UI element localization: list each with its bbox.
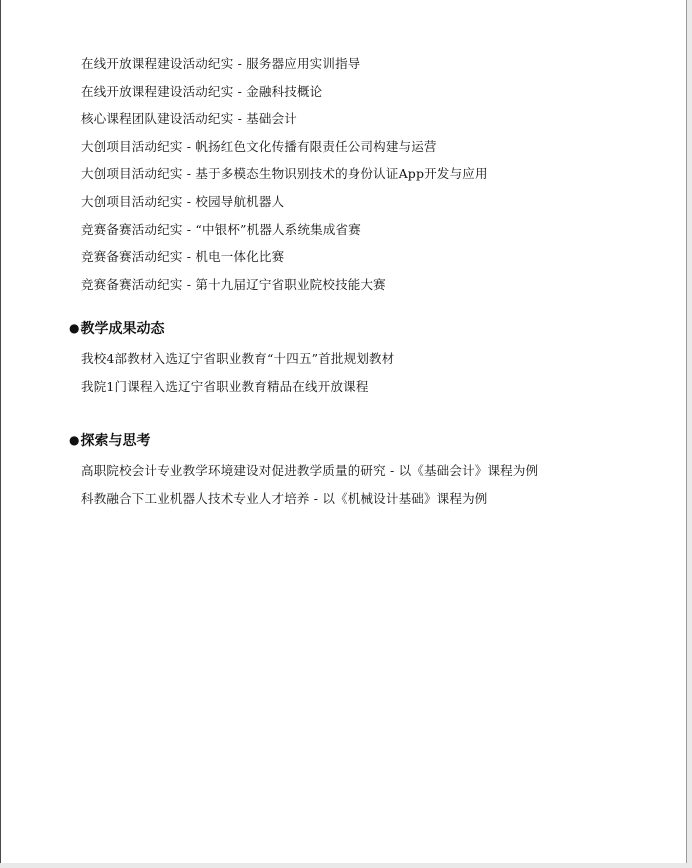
list-item[interactable]: 高职院校会计专业教学环境建设对促进教学质量的研究 - 以《基础会计》课程为例	[81, 463, 539, 478]
list-item[interactable]: 竞赛备赛活动纪实 - “中银杯”机器人系统集成省赛	[81, 221, 361, 237]
list-item[interactable]: 大创项目活动纪实 - 帆扬红色文化传播有限责任公司构建与运营	[81, 138, 437, 154]
list-item[interactable]: 科教融合下工业机器人技术专业人才培养 - 以《机械设计基础》课程为例	[81, 490, 488, 506]
list-item[interactable]: 大创项目活动纪实 - 基于多模态生物识别技术的身份认证App开发与应用	[81, 166, 488, 182]
thinking-list	[81, 463, 538, 518]
achievement-list	[81, 351, 394, 406]
list-item[interactable]: 核心课程团队建设活动纪实 - 基础会计	[81, 111, 297, 127]
list-item[interactable]: 我院1门课程入选辽宁省职业教育精品在线开放课程	[81, 378, 369, 394]
section-title: 教学成果动态	[80, 321, 165, 337]
bullet-icon: ●	[69, 433, 80, 447]
section-heading-achievements	[69, 320, 164, 338]
list-item[interactable]: 在线开放课程建设活动纪实 - 金融科技概论	[81, 83, 323, 99]
list-item[interactable]: 竞赛备赛活动纪实 - 第十九届辽宁省职业院校技能大赛	[81, 276, 386, 292]
activity-list	[81, 56, 488, 304]
list-item[interactable]: 大创项目活动纪实 - 校园导航机器人	[81, 193, 285, 209]
list-item[interactable]: 我校4部教材入选辽宁省职业教育“十四五”首批规划教材	[81, 351, 395, 366]
bullet-icon: ●	[69, 321, 80, 335]
list-item[interactable]: 在线开放课程建设活动纪实 - 服务器应用实训指导	[81, 56, 361, 71]
section-title: 探索与思考	[80, 433, 151, 449]
section-heading-thinking	[69, 432, 150, 450]
list-item[interactable]: 竞赛备赛活动纪实 - 机电一体化比赛	[81, 249, 285, 265]
